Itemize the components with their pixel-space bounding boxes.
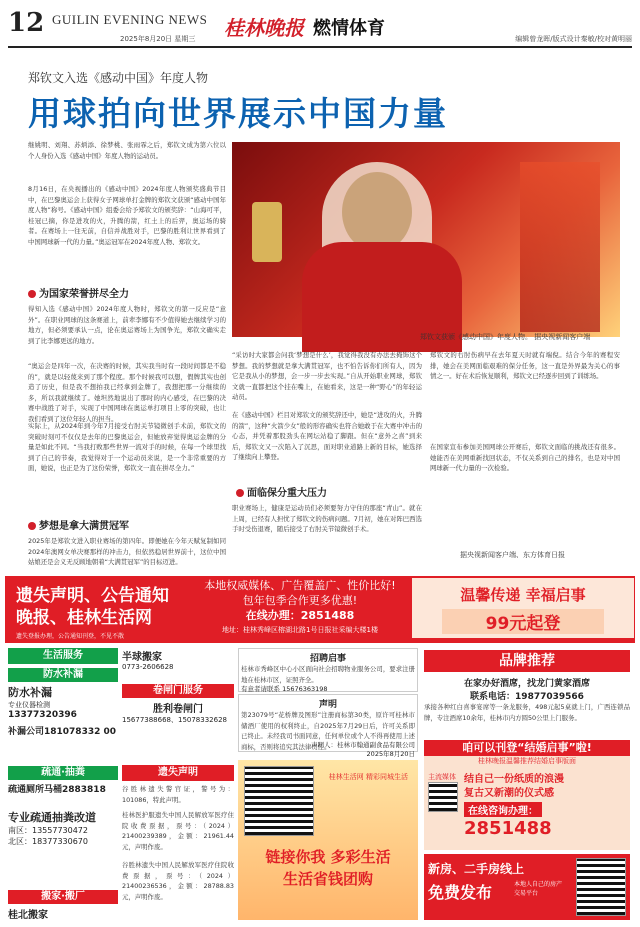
- bullet-icon: [236, 489, 244, 497]
- paragraph-10: 在国家宣布参加美国网球公开赛后，郑钦文面临的挑战还有很多。她能否在美网重新找回状态，不仅关系到自己的排名，也是对中国网球新一代力量的一次检验。: [430, 443, 620, 473]
- shutter-label: 卷闸门服务: [122, 684, 234, 698]
- section-name: 燃情体育: [313, 18, 385, 39]
- bullet-icon: [28, 290, 36, 298]
- editor-credits: 编辑曾龙晖/版式设计秦敏/校对黄明丽: [515, 35, 632, 43]
- waterproof-ad: 防水补漏 专业仪器检测 13377320396 补漏公司181078332 00: [8, 686, 117, 737]
- page-number: 12: [8, 8, 45, 38]
- paper-name-en: GUILIN EVENING NEWS: [52, 12, 208, 27]
- subheading-2: 梦想是拿大满贯冠军: [28, 517, 129, 532]
- headline: 用球拍向世界展示中国力量: [28, 94, 448, 133]
- wedding-notice-ad: 温馨传递 幸福启事 99元起登: [412, 578, 634, 638]
- pipe-label: 疏通·抽粪: [8, 766, 118, 780]
- moving-ad: 桂北搬家: [8, 910, 48, 921]
- house-ad: 新房、二手房线上 免费发布 本地人自己的房产交易平台: [424, 854, 630, 920]
- statement-notice: 声明 第23079号“花桥牌及图形”注册商标第30类，原许可桂林市储酒厂使用的权利终止，自2025年7月29日后，许可关系即已终止。未经我司书面同意，任何单位或个人不得再使用上述商标，否则将追究其法律责任。 声明人：桂林市翰通副食品有限公司 2025年8月20日: [238, 694, 418, 752]
- recruit-notice: 招聘启事 桂林市秀峰区中心小区面向社会招聘物业服务公司，要求注册地在桂林市区，证照齐全。 有意者请联系 15676363198: [238, 648, 418, 692]
- shutter-ad: 胜利卷闸门 15677388668、15078332628: [122, 704, 227, 724]
- paper-logo: 桂林晚报: [224, 16, 304, 40]
- paragraph-3: “奥运会是四年一次，在决赛的时候，其实我当时有一段时间都是不稳的”，就是以轻蔑来到了那个程度。那个时候我可以想，假牌其实也创造了历史，但是我不想拍我已经拿到金牌了，我想把那一分继续的多，所以我就继续了。她坦然地说出了那时的内心感受，在巴黎的决赛中战胜了对手，实现了中国网球在奥运单打项目上零的突破，也让我们看到了这位年轻人的担当。: [28, 362, 226, 423]
- lost-notice-label: 遗失声明: [122, 765, 234, 781]
- overline: 郑钦文入选《感动中国》年度人物: [28, 71, 209, 85]
- groupbuy-promo: 桂林生活网 精彩同城生活 链接你我 多彩生活 生活省钱团购: [238, 760, 418, 920]
- banjia-ad: 半球搬家 0773-2606628: [122, 652, 174, 671]
- paragraph-6: “采访时大家都会问我‘梦想是什么’，我觉得我没有办法去掩饰这个梦想。我的梦想就是拿大满贯冠军，也不怕告诉你们所有人，因为它是我从小的梦想，会一步一步去实现。”自从开始职业网球，郑钦文就一直都把这个挂在嘴上，在她看来，这是一种“野心”的年轻运动员。: [232, 351, 422, 402]
- subheading-3: 面临保分重大压力: [236, 484, 327, 499]
- classifieds-offer: 本地权威媒体、广告覆盖广、性价比好! 包年包季合作更多优惠! 在线办理：2851488 地址：桂林秀峰区榕湖北路1号日报社采编大楼1楼: [204, 579, 396, 634]
- pipe-ad: 疏通厕所马桶2883818 专业疏通抽粪改道 南区：13557730472 北区：18377330670: [8, 785, 106, 846]
- paragraph-5: 2025年是郑钦文进入职业赛场的第四年。即便她在今年天赋复制如同2024年澳网女单决赛那样的冲击力，但依然稳居世界前十，这位中国姑娘还是会义无反顾地朝着“大满贯冠军”的目标迈进。: [28, 537, 226, 567]
- lost-notice-3: 谷胜林遗失中国人民解放军医疗住院收费票据，票号：（2024）21400236536，金额：28788.83元，声明作废。: [122, 861, 234, 901]
- brand-ad: 在家办好酒席，找龙门黄家酒席 联系电话：19877039566 承接各种红白喜事宴席等一条龙服务，498元起5桌就上门，广西连锁品牌，专注酒席10余年，桂林市内方圆50公里上门服务。: [424, 679, 630, 722]
- paragraph-7: 在《感动中国》栏目对郑钦文的颁奖辞还中，她是“进攻的火，升腾的箭”，这种“火箭少女”般的形容确实也符合她敢于在大赛中冲击的心态，并凭着那股劲头在网坛站稳了脚跟。但在“意外之喜”到来后，郑钦文又一次陷入了沉思，面对职业道路上新的目标，她选择了继续向上攀登。: [232, 411, 422, 462]
- paragraph-8: 职业赛场上，健康是运动员们必须要努力守住的那座“青山”。就在上周，已经有人担忧了郑钦文的伤病问题。7月初，她在对阵巴西选手时受伤退赛，随后接受了右肘关节镜微创手术。: [232, 504, 422, 534]
- article-photo: [232, 142, 620, 337]
- paragraph-9: 郑钦文的右肘伤病早在去年夏天时就有端倪。结合今年的赛程安排，她会在美网面临艰难的保分任务，这一直是外界最为关心的事情之一。好在术后恢复顺利，郑钦文已经逐步回到了训练场。: [430, 351, 620, 381]
- life-service-label: 生活服务: [8, 648, 118, 664]
- article-source: 据央视新闻客户端、东方体育日报: [460, 551, 565, 559]
- qr-code: [576, 858, 626, 916]
- classifieds-headline: 遗失声明、公告通知 晚报、桂林生活网: [16, 586, 169, 628]
- issue-date: 2025年8月20日 星期三: [120, 35, 196, 43]
- qr-code: [244, 766, 314, 836]
- bullet-icon: [28, 522, 36, 530]
- qr-code: [428, 782, 458, 812]
- subheading-1: 为国家荣誉拼尽全力: [28, 285, 129, 300]
- lost-notice-1: 谷胜林遗失警官证，警号为：101086，特此声明。: [122, 785, 234, 804]
- waterproof-label: 防水补漏: [8, 668, 118, 682]
- classifieds-note: 遗失登报办理，公告通知刊登，不见不散: [16, 633, 125, 640]
- paragraph-2: 得知入选《感动中国》2024年度人物时，郑钦文的第一反应是“意外”。在职业网球的这条赛道上，前辈李娜有不少值得她去继续学习的地方，但必须要承认一点，论在奥运赛场上为国争光，郑钦文确实走到了比李娜更远的地方。: [28, 305, 226, 345]
- photo-caption: 郑钦文获颁《感动中国》年度人物。 据央视新闻客户端: [420, 333, 591, 341]
- brand-label: 品牌推荐: [424, 650, 630, 672]
- header-rule: [8, 46, 632, 48]
- wedding-ad: 咱可以刊登“结婚启事”啦! 桂林晚报温馨推荐结婚启事版面 主流媒体 结自己一份纸质的浪漫 复古又新潮的仪式感 在线咨询办理： 2851488: [424, 740, 630, 850]
- lead-paragraph: 继姚明、刘翔、苏炳添、徐梦桃、张雨霏之后，郑钦文成为第六位以个人身份入选《感动中国》年度人物的运动员。: [28, 141, 226, 160]
- lost-notice-2: 桂林医护服遗失中国人民解放军医疗住院收费票据，票号：（2024）21400239389，金额：21961.44元，声明作废。: [122, 811, 234, 851]
- moving-label: 搬家·搬厂: [8, 890, 118, 904]
- paragraph-1: 8月16日，在央视播出的《感动中国》2024年度人物颁奖盛典节目中，在巴黎奥运会上获得女子网球单打金牌的郑钦文获颁“感动中国年度人物”称号。《感动中国》组委会给予郑钦文的颁奖辞：“山海可平，桂冠已摘，你是进攻的火，升腾的箭，红土上的后羿，奥运场的骑者。在赛场上一往无前，自信并战胜对手，巴黎的胜利让世界看到了中国网球新一代的力量。”奥运冠军在2024年度人物、郑钦文。: [28, 185, 226, 246]
- paragraph-4: 实际上，从2024年到今年7月接受右肘关节镜微创手术前，郑钦文的突破时刻可不仅仅是去年的巴黎奥运会，但她放弃觉得奥运金牌的分量是如此不同。“当我打败那些世界一流对手的时候，在每一个球里找到了自己的节奏，我觉得对于一个运动员来说，是一个非常重要的方面，她说，也正是为了这份荣誉，郑钦文一直在拼尽全力。”: [28, 422, 226, 473]
